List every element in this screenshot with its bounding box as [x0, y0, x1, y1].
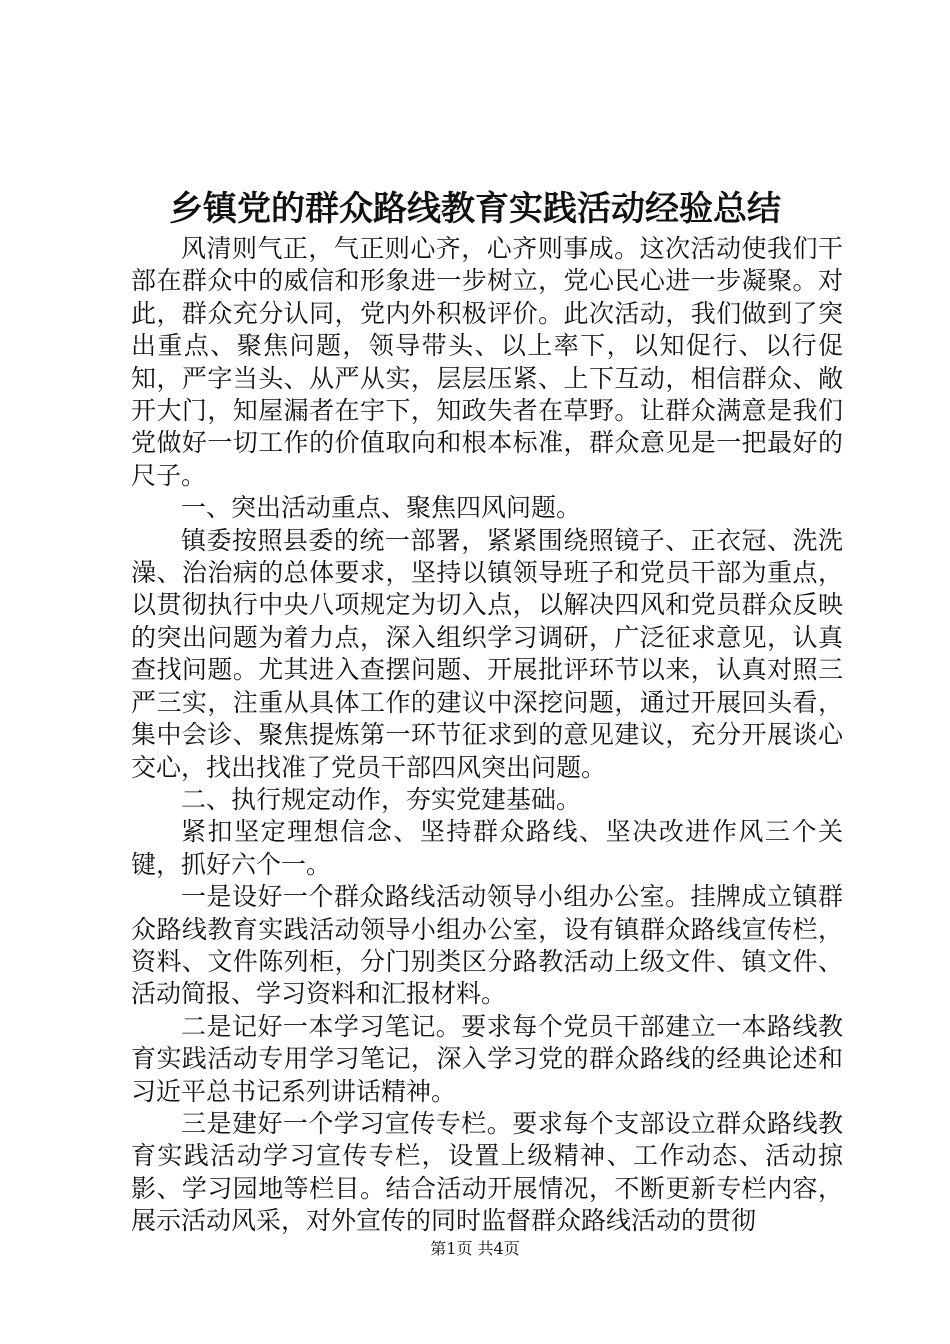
paragraph: 二是记好一本学习笔记。要求每个党员干部建立一本路线教育实践活动专用学习笔记，深入学习党的群众路线的经典论述和习近平总书记系列讲话精神。	[131, 1011, 843, 1106]
page-footer: 第1页 共4页	[430, 1239, 520, 1258]
paragraph: 风清则气正，气正则心齐，心齐则事成。这次活动使我们干部在群众中的威信和形象进一步树立，党心民心进一步凝聚。对此，群众充分认同，党内外积极评价。此次活动，我们做到了突出重点、聚焦问题，领导带头、以上率下，以知促行、以行促知，严字当头、从严从实，层层压紧、上下互动，相信群众、敞开大门，知屋漏者在宇下，知政失者在草野。让群众满意是我们党做好一切工作的价值取向和根本标准，群众意见是一把最好的尺子。	[131, 234, 843, 490]
section-heading: 二、执行规定动作，夯实党建基础。	[181, 784, 582, 814]
document-title: 乡镇党的群众路线教育实践活动经验总结	[169, 189, 781, 229]
paragraph: 三是建好一个学习宣传专栏。要求每个支部设立群众路线教育实践活动学习宣传专栏，设置上级精神、工作动态、活动掠影、学习园地等栏目。结合活动开展情况，不断更新专栏内容，展示活动风采，对外宣传的同时监督群众路线活动的贯彻	[131, 1108, 843, 1236]
paragraph: 紧扣坚定理想信念、坚持群众路线、坚决改进作风三个关键，抓好六个一。	[131, 817, 843, 879]
document-body	[131, 233, 843, 1238]
paragraph: 一是设好一个群众路线活动领导小组办公室。挂牌成立镇群众路线教育实践活动领导小组办公室，设有镇群众路线宣传栏，资料、文件陈列柜，分门别类区分路教活动上级文件、镇文件、活动简报、学习资料和汇报材料。	[131, 882, 843, 1009]
section-heading: 一、突出活动重点、聚焦四风问题。	[181, 493, 582, 523]
paragraph: 镇委按照县委的统一部署，紧紧围绕照镜子、正衣冠、洗洗澡、治治病的总体要求，坚持以镇领导班子和党员干部为重点，以贯彻执行中央八项规定为切入点，以解决四风和党员群众反映的突出问题为着力点，深入组织学习调研，广泛征求意见，认真查找问题。尤其进入查摆问题、开展批评环节以来，认真对照三严三实，注重从具体工作的建议中深挖问题，通过开展回头看，集中会诊、聚焦提炼第一环节征求到的意见建议，充分开展谈心交心，找出找准了党员干部四风突出问题。	[131, 525, 843, 782]
